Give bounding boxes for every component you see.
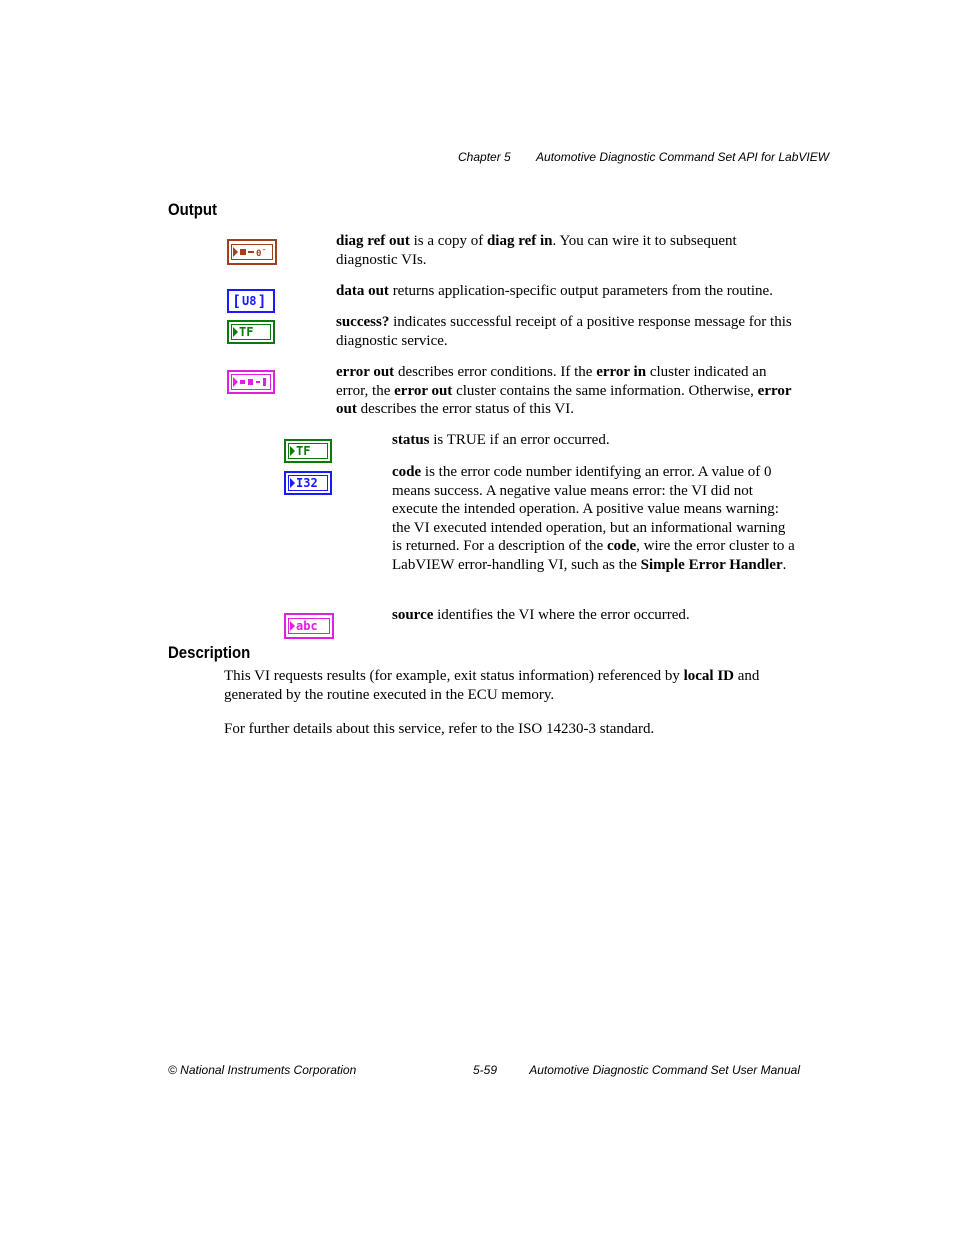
header-chapter: Chapter 5: [458, 150, 511, 164]
param-source: source identifies the VI where the error occurred.: [392, 607, 690, 623]
param-code: code is the error code number identifying an error. A value of 0 means success. A negative value means error: the VI did not execute the intended operation. A positive value means warning: the VI executed intended operation, but an informational warning is returned. For a description of the code, wire the error cluster to a LabVIEW error-handling VI, such as the Simple Error Handler.: [392, 464, 795, 573]
param-success: success? indicates successful receipt of a positive response message for this diagnostic service.: [336, 314, 792, 349]
svg-text:0̆: 0̆: [256, 249, 262, 257]
description-heading: Description: [168, 643, 251, 662]
param-error-out: error out describes error conditions. If the error in cluster indicated an error, the error out cluster contains the same information. Otherwise, error out describes the error status of this VI.: [336, 364, 792, 418]
i32-numeric-icon: I32: [284, 471, 332, 495]
description-paragraph-2: For further details about this service, refer to the ISO 14230-3 standard.: [224, 721, 655, 737]
footer-copyright: © National Instruments Corporation: [168, 1063, 357, 1077]
status-boolean-tf-icon: TF: [284, 439, 332, 463]
param-name: diag ref out: [336, 233, 410, 249]
footer-manual-title: Automotive Diagnostic Command Set User Manual: [529, 1063, 800, 1077]
description-paragraph-1: This VI requests results (for example, exit status information) referenced by local ID and generated by the routine executed in the ECU memory.: [224, 668, 760, 703]
param-diag-ref-out: diag ref out is a copy of diag ref in. You can wire it to subsequent diagnostic VIs.: [336, 233, 737, 268]
string-abc-icon: abc: [284, 613, 334, 639]
error-cluster-icon: [227, 370, 275, 394]
output-heading: Output: [168, 200, 218, 219]
param-data-out: data out returns application-specific output parameters from the routine.: [336, 283, 773, 299]
header-title: Automotive Diagnostic Command Set API for LabVIEW: [536, 150, 830, 164]
boolean-tf-icon: TF: [227, 320, 275, 344]
running-header: [458, 150, 829, 164]
u8-array-icon: [ U8 ]: [227, 289, 275, 313]
diag-ref-out-cluster-icon: [227, 239, 277, 265]
param-status: status is TRUE if an error occurred.: [392, 432, 610, 448]
footer-page-number: 5-59: [473, 1063, 498, 1077]
